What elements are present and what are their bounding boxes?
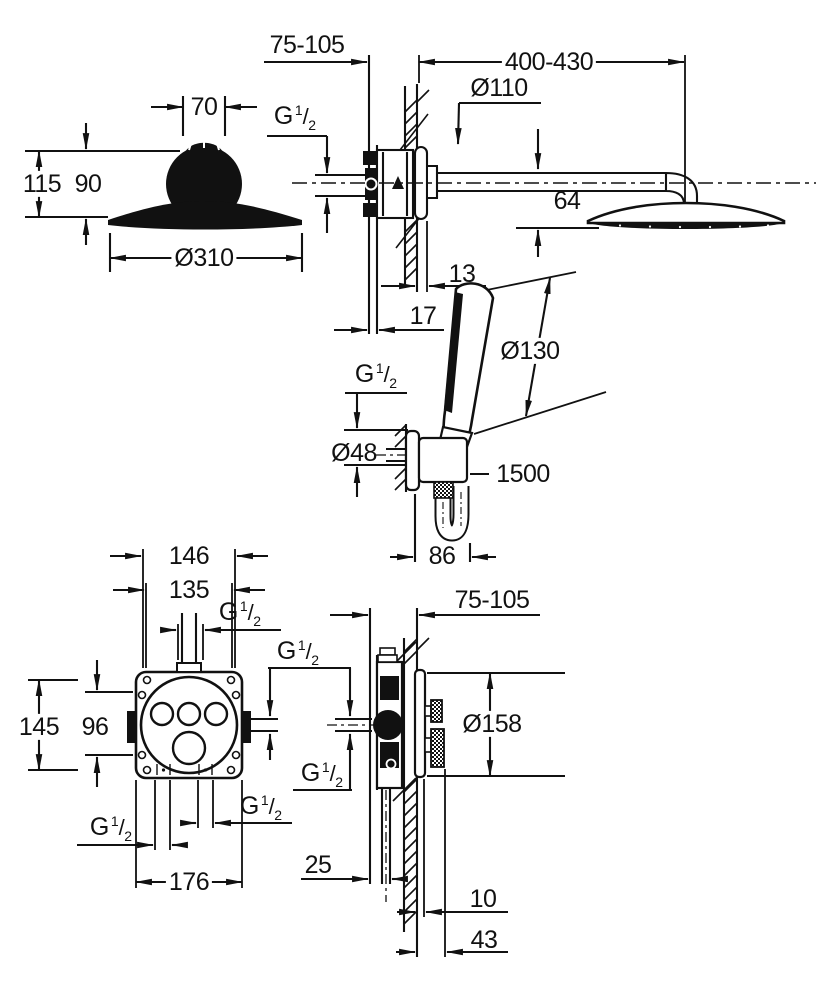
dim-head-height: 115	[20, 171, 64, 197]
thread-label-top-view: G $^1/_2$	[273, 102, 317, 134]
dim-wall-depth-range-top: 75-105	[269, 30, 345, 59]
dim-offset-13: 13	[448, 259, 476, 288]
thread-label-box-top-port: G $^1/_2$	[218, 598, 262, 630]
dim-head-diameter: Ø310	[171, 245, 236, 271]
dim-ball-height: 90	[74, 169, 102, 198]
holder-body	[419, 438, 467, 482]
concealed-valve-top	[363, 150, 413, 218]
head-spray-face	[589, 223, 783, 229]
hand-shower-assembly	[344, 272, 606, 562]
dim-offset-25: 25	[304, 850, 332, 879]
thread-label-hand-shower: G $^1/_2$	[354, 360, 398, 392]
dim-arm-length-range: 400-430	[502, 49, 596, 75]
dim-hose-length: 1500	[496, 459, 550, 488]
dim-hand-shower-diameter: Ø130	[497, 338, 562, 364]
right-port-pipe	[251, 719, 278, 731]
thread-label-box-side-port: G $^1/_2$	[276, 637, 320, 669]
knob-upper	[431, 700, 442, 722]
dim-box-bolt-width: 135	[168, 575, 210, 604]
trim-plate	[415, 670, 425, 777]
supply-pipe	[315, 175, 367, 196]
dim-trim-diameter: Ø158	[459, 711, 524, 737]
dim-box-inner-bolt-height: 96	[81, 712, 109, 741]
arm-collar	[427, 166, 437, 198]
thread-label-valve-inlet: G $^1/_2$	[300, 759, 344, 791]
top-view	[25, 55, 816, 334]
dim-holder-offset: 86	[428, 541, 456, 570]
knob-lower	[431, 729, 444, 767]
dim-connector-width: 70	[188, 94, 221, 120]
thread-label-box-bottom-center-port: G $^1/_2$	[239, 792, 283, 824]
dim-offset-10: 10	[469, 884, 497, 913]
head-side-profile	[588, 203, 784, 223]
dim-box-outer-width: 146	[168, 541, 210, 570]
top-pipe	[182, 613, 196, 663]
arm-elbow	[666, 173, 697, 204]
dim-escutcheon-diameter: Ø110	[470, 73, 528, 102]
side-tab-left	[127, 711, 136, 743]
top-collar	[177, 663, 201, 672]
thread-label-box-bottom-left-port: G $^1/_2$	[89, 813, 133, 845]
dim-offset-43: 43	[470, 925, 498, 954]
dim-box-bolt-height: 145	[16, 714, 62, 740]
dim-holder-diameter: Ø48	[331, 438, 377, 467]
side-tab-right	[242, 711, 251, 743]
dim-box-total-width: 176	[166, 869, 212, 895]
dim-arm-drop: 64	[553, 186, 581, 215]
shower-head-front-silhouette	[108, 143, 302, 230]
dim-wall-depth-range-bottom: 75-105	[454, 585, 530, 614]
holder-flange	[406, 431, 419, 490]
valve-body-side	[373, 648, 403, 788]
hose-nut	[434, 482, 453, 498]
dim-offset-17: 17	[409, 301, 437, 330]
